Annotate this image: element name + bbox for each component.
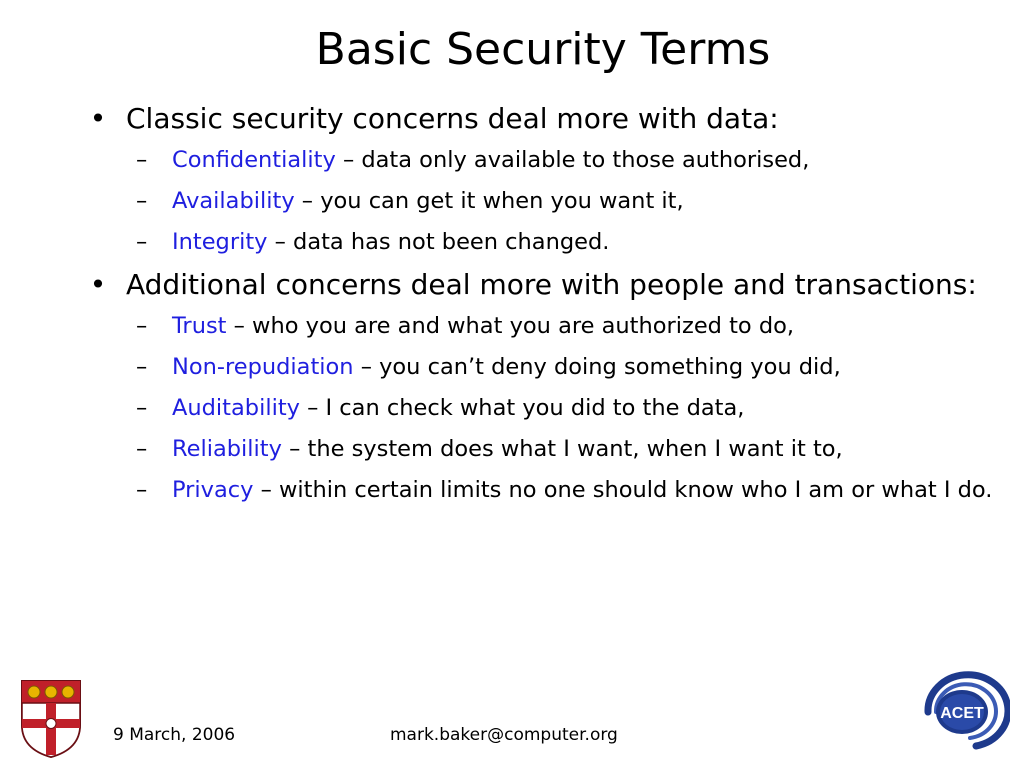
- term-description: – data has not been changed.: [267, 229, 610, 255]
- bullet-icon: •: [89, 102, 107, 135]
- slide-title: Basic Security Terms: [315, 24, 771, 75]
- dash-icon: –: [136, 477, 148, 503]
- acet-logo-text: ACET: [940, 705, 984, 722]
- term-description: – you can’t deny doing something you did,: [353, 354, 841, 380]
- acet-logo-icon: [910, 668, 1010, 756]
- dash-icon: –: [136, 313, 148, 339]
- sub-list: [86, 309, 996, 507]
- term-auditability: Auditability: [172, 395, 300, 421]
- term-availability: Availability: [172, 188, 295, 214]
- footer-date: 9 March, 2006: [113, 725, 236, 745]
- footer-email: mark.baker@computer.org: [390, 725, 618, 745]
- term-confidentiality: Confidentiality: [172, 147, 336, 173]
- bullet-icon: •: [89, 268, 107, 301]
- sub-item: [86, 350, 996, 384]
- dash-icon: –: [136, 395, 148, 421]
- bullet-item: [86, 266, 996, 304]
- sub-item: [86, 309, 996, 343]
- term-description: – who you are and what you are authorized to do,: [226, 313, 795, 339]
- sub-list: [86, 143, 996, 259]
- dash-icon: –: [136, 354, 148, 380]
- term-non-repudiation: Non-repudiation: [172, 354, 354, 380]
- term-description: – you can get it when you want it,: [294, 188, 684, 214]
- sub-item: [86, 391, 996, 425]
- sub-item: [86, 225, 996, 259]
- term-integrity: Integrity: [172, 229, 268, 255]
- dash-icon: –: [136, 229, 148, 255]
- bullet-text: Additional concerns deal more with people and transactions:: [126, 268, 977, 301]
- slide-content: [86, 100, 996, 514]
- term-trust: Trust: [172, 313, 227, 339]
- university-crest-icon: [20, 679, 82, 759]
- sub-item: [86, 184, 996, 218]
- term-reliability: Reliability: [172, 436, 282, 462]
- dash-icon: –: [136, 436, 148, 462]
- term-description: – I can check what you did to the data,: [299, 395, 745, 421]
- dash-icon: –: [136, 147, 148, 173]
- sub-item: [86, 432, 996, 466]
- term-privacy: Privacy: [172, 477, 254, 503]
- term-description: – data only available to those authorised,: [335, 147, 810, 173]
- dash-icon: –: [136, 188, 148, 214]
- term-description: – within certain limits no one should know who I am or what I do.: [253, 477, 993, 503]
- sub-item: [86, 143, 996, 177]
- bullet-item: [86, 100, 996, 138]
- sub-item: [86, 473, 996, 507]
- bullet-text: Classic security concerns deal more with data:: [126, 102, 779, 135]
- term-description: – the system does what I want, when I want it to,: [281, 436, 843, 462]
